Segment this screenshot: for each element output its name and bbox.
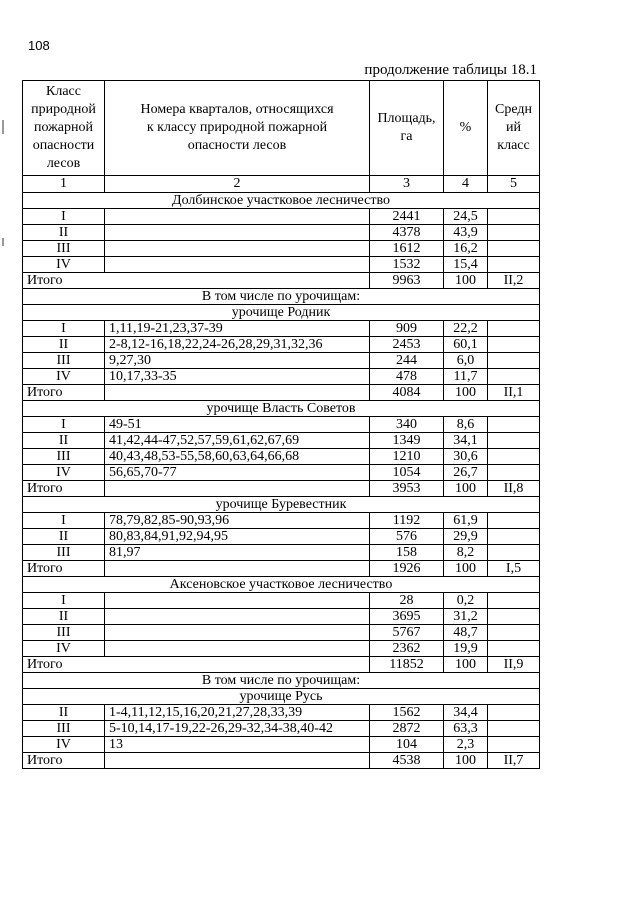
total-row: [23, 385, 540, 401]
total-row: [23, 273, 540, 289]
average-class-cell: I,5: [488, 561, 540, 577]
table-row: [23, 321, 540, 337]
average-class-cell: [488, 449, 540, 465]
area-cell: 11852: [370, 657, 444, 673]
percent-cell: 100: [444, 385, 488, 401]
average-class-cell: [488, 721, 540, 737]
percent-cell: 24,5: [444, 209, 488, 225]
area-cell: 28: [370, 593, 444, 609]
section-heading: В том числе по урочищам:: [23, 289, 540, 305]
percent-cell: 16,2: [444, 241, 488, 257]
percent-cell: 100: [444, 481, 488, 497]
table-row: [23, 257, 540, 273]
table-row: [23, 449, 540, 465]
area-cell: 1926: [370, 561, 444, 577]
hazard-class-cell: IV: [23, 737, 105, 753]
area-cell: 9963: [370, 273, 444, 289]
percent-cell: 31,2: [444, 609, 488, 625]
hazard-class-cell: I: [23, 209, 105, 225]
hazard-class-cell: II: [23, 609, 105, 625]
average-class-cell: [488, 593, 540, 609]
hazard-class-cell: III: [23, 241, 105, 257]
quarter-numbers-cell: [105, 257, 370, 273]
percent-cell: 30,6: [444, 449, 488, 465]
average-class-cell: II,9: [488, 657, 540, 673]
quarter-numbers-cell: [105, 225, 370, 241]
area-cell: 5767: [370, 625, 444, 641]
average-class-cell: [488, 529, 540, 545]
table-row: [23, 353, 540, 369]
hazard-class-cell: I: [23, 593, 105, 609]
quarter-numbers-cell: [105, 385, 370, 401]
percent-cell: 100: [444, 273, 488, 289]
section-heading: В том числе по урочищам:: [23, 673, 540, 689]
quarter-numbers-cell: 10,17,33-35: [105, 369, 370, 385]
column-number: 2: [105, 176, 370, 193]
average-class-cell: [488, 545, 540, 561]
average-class-cell: [488, 321, 540, 337]
area-cell: 2453: [370, 337, 444, 353]
table-row: [23, 593, 540, 609]
total-label: Итого: [23, 561, 105, 577]
area-cell: 340: [370, 417, 444, 433]
percent-cell: 34,4: [444, 705, 488, 721]
table-row: [23, 433, 540, 449]
table-row: [23, 337, 540, 353]
column-number-row: [23, 176, 540, 193]
area-cell: 4538: [370, 753, 444, 769]
quarter-numbers-cell: 81,97: [105, 545, 370, 561]
percent-cell: 15,4: [444, 257, 488, 273]
table-row: [23, 369, 540, 385]
quarter-numbers-cell: 13: [105, 737, 370, 753]
section-heading-row: [23, 401, 540, 417]
average-class-cell: II,2: [488, 273, 540, 289]
page-number: 108: [28, 38, 50, 53]
section-heading: урочище Русь: [23, 689, 540, 705]
area-cell: 1562: [370, 705, 444, 721]
percent-cell: 8,2: [444, 545, 488, 561]
area-cell: 158: [370, 545, 444, 561]
table-row: [23, 705, 540, 721]
area-cell: 104: [370, 737, 444, 753]
table-row: [23, 417, 540, 433]
average-class-cell: [488, 369, 540, 385]
quarter-numbers-cell: 41,42,44-47,52,57,59,61,62,67,69: [105, 433, 370, 449]
total-label: Итого: [23, 753, 105, 769]
table-row: [23, 529, 540, 545]
average-class-cell: [488, 353, 540, 369]
quarter-numbers-cell: [105, 481, 370, 497]
header-average-class: Средн ий класс: [488, 81, 540, 176]
average-class-cell: [488, 417, 540, 433]
hazard-class-cell: III: [23, 353, 105, 369]
percent-cell: 43,9: [444, 225, 488, 241]
average-class-cell: II,8: [488, 481, 540, 497]
area-cell: 2441: [370, 209, 444, 225]
area-cell: 4084: [370, 385, 444, 401]
area-cell: 576: [370, 529, 444, 545]
table-row: [23, 721, 540, 737]
section-heading: урочище Буревестник: [23, 497, 540, 513]
header-quarter-numbers: Номера кварталов, относящихся к классу природной пожарной опасности лесов: [105, 81, 370, 176]
area-cell: 1210: [370, 449, 444, 465]
hazard-class-cell: I: [23, 417, 105, 433]
table-body: [23, 193, 540, 769]
average-class-cell: [488, 737, 540, 753]
hazard-class-cell: II: [23, 529, 105, 545]
total-label: Итого: [23, 273, 370, 289]
quarter-numbers-cell: 2-8,12-16,18,22,24-26,28,29,31,32,36: [105, 337, 370, 353]
area-cell: 1532: [370, 257, 444, 273]
total-row: [23, 753, 540, 769]
percent-cell: 11,7: [444, 369, 488, 385]
hazard-class-cell: III: [23, 449, 105, 465]
area-cell: 3953: [370, 481, 444, 497]
hazard-class-cell: II: [23, 225, 105, 241]
percent-cell: 2,3: [444, 737, 488, 753]
hazard-class-cell: II: [23, 337, 105, 353]
total-label: Итого: [23, 657, 370, 673]
quarter-numbers-cell: 40,43,48,53-55,58,60,63,64,66,68: [105, 449, 370, 465]
section-heading-row: [23, 193, 540, 209]
quarter-numbers-cell: 78,79,82,85-90,93,96: [105, 513, 370, 529]
hazard-class-cell: II: [23, 705, 105, 721]
area-cell: 2872: [370, 721, 444, 737]
header-fire-hazard-class: Класс природной пожарной опасности лесов: [23, 81, 105, 176]
table-row: [23, 241, 540, 257]
scan-edge-mark: [2, 120, 4, 134]
quarter-numbers-cell: [105, 593, 370, 609]
column-number: 1: [23, 176, 105, 193]
column-number: 5: [488, 176, 540, 193]
quarter-numbers-cell: 1-4,11,12,15,16,20,21,27,28,33,39: [105, 705, 370, 721]
area-cell: 1349: [370, 433, 444, 449]
table-row: [23, 465, 540, 481]
area-cell: 4378: [370, 225, 444, 241]
section-heading: Долбинское участковое лесничество: [23, 193, 540, 209]
quarter-numbers-cell: 56,65,70-77: [105, 465, 370, 481]
area-cell: 1054: [370, 465, 444, 481]
quarter-numbers-cell: [105, 641, 370, 657]
quarter-numbers-cell: [105, 209, 370, 225]
table-continuation-caption: продолжение таблицы 18.1: [364, 62, 537, 78]
quarter-numbers-cell: [105, 625, 370, 641]
percent-cell: 61,9: [444, 513, 488, 529]
quarter-numbers-cell: 5-10,14,17-19,22-26,29-32,34-38,40-42: [105, 721, 370, 737]
average-class-cell: [488, 241, 540, 257]
percent-cell: 100: [444, 657, 488, 673]
header-percent: %: [444, 81, 488, 176]
quarter-numbers-cell: [105, 561, 370, 577]
scan-edge-mark: [2, 238, 4, 246]
quarter-numbers-cell: 49-51: [105, 417, 370, 433]
percent-cell: 63,3: [444, 721, 488, 737]
area-cell: 909: [370, 321, 444, 337]
section-heading-row: [23, 689, 540, 705]
header-area: Площадь, га: [370, 81, 444, 176]
percent-cell: 29,9: [444, 529, 488, 545]
area-cell: 1192: [370, 513, 444, 529]
hazard-class-cell: IV: [23, 465, 105, 481]
average-class-cell: [488, 625, 540, 641]
section-heading-row: [23, 305, 540, 321]
percent-cell: 8,6: [444, 417, 488, 433]
table-row: [23, 225, 540, 241]
quarter-numbers-cell: 1,11,19-21,23,37-39: [105, 321, 370, 337]
percent-cell: 6,0: [444, 353, 488, 369]
percent-cell: 34,1: [444, 433, 488, 449]
average-class-cell: [488, 641, 540, 657]
average-class-cell: [488, 257, 540, 273]
average-class-cell: [488, 465, 540, 481]
area-cell: 3695: [370, 609, 444, 625]
percent-cell: 22,2: [444, 321, 488, 337]
quarter-numbers-cell: [105, 241, 370, 257]
column-number: 3: [370, 176, 444, 193]
hazard-class-cell: IV: [23, 641, 105, 657]
area-cell: 1612: [370, 241, 444, 257]
total-row: [23, 561, 540, 577]
percent-cell: 0,2: [444, 593, 488, 609]
average-class-cell: [488, 225, 540, 241]
section-heading-row: [23, 673, 540, 689]
average-class-cell: [488, 513, 540, 529]
average-class-cell: [488, 337, 540, 353]
hazard-class-cell: I: [23, 321, 105, 337]
hazard-class-cell: I: [23, 513, 105, 529]
section-heading: Аксеновское участковое лесничество: [23, 577, 540, 593]
table-row: [23, 625, 540, 641]
percent-cell: 100: [444, 753, 488, 769]
hazard-class-cell: III: [23, 625, 105, 641]
average-class-cell: II,7: [488, 753, 540, 769]
table-row: [23, 209, 540, 225]
table-row: [23, 737, 540, 753]
total-row: [23, 481, 540, 497]
column-number: 4: [444, 176, 488, 193]
quarter-numbers-cell: [105, 609, 370, 625]
average-class-cell: [488, 209, 540, 225]
quarter-numbers-cell: 80,83,84,91,92,94,95: [105, 529, 370, 545]
average-class-cell: [488, 705, 540, 721]
hazard-class-cell: II: [23, 433, 105, 449]
average-class-cell: [488, 433, 540, 449]
total-label: Итого: [23, 481, 105, 497]
section-heading-row: [23, 577, 540, 593]
table-row: [23, 641, 540, 657]
section-heading-row: [23, 497, 540, 513]
table-row: [23, 609, 540, 625]
percent-cell: 26,7: [444, 465, 488, 481]
quarter-numbers-cell: 9,27,30: [105, 353, 370, 369]
section-heading: урочище Родник: [23, 305, 540, 321]
total-row: [23, 657, 540, 673]
percent-cell: 19,9: [444, 641, 488, 657]
hazard-class-cell: IV: [23, 257, 105, 273]
area-cell: 2362: [370, 641, 444, 657]
percent-cell: 48,7: [444, 625, 488, 641]
fire-hazard-class-table: [22, 80, 540, 769]
section-heading-row: [23, 289, 540, 305]
hazard-class-cell: III: [23, 545, 105, 561]
table-row: [23, 513, 540, 529]
section-heading: урочище Власть Советов: [23, 401, 540, 417]
average-class-cell: II,1: [488, 385, 540, 401]
hazard-class-cell: IV: [23, 369, 105, 385]
percent-cell: 60,1: [444, 337, 488, 353]
table-row: [23, 545, 540, 561]
area-cell: 478: [370, 369, 444, 385]
average-class-cell: [488, 609, 540, 625]
hazard-class-cell: III: [23, 721, 105, 737]
total-label: Итого: [23, 385, 105, 401]
quarter-numbers-cell: [105, 753, 370, 769]
area-cell: 244: [370, 353, 444, 369]
percent-cell: 100: [444, 561, 488, 577]
